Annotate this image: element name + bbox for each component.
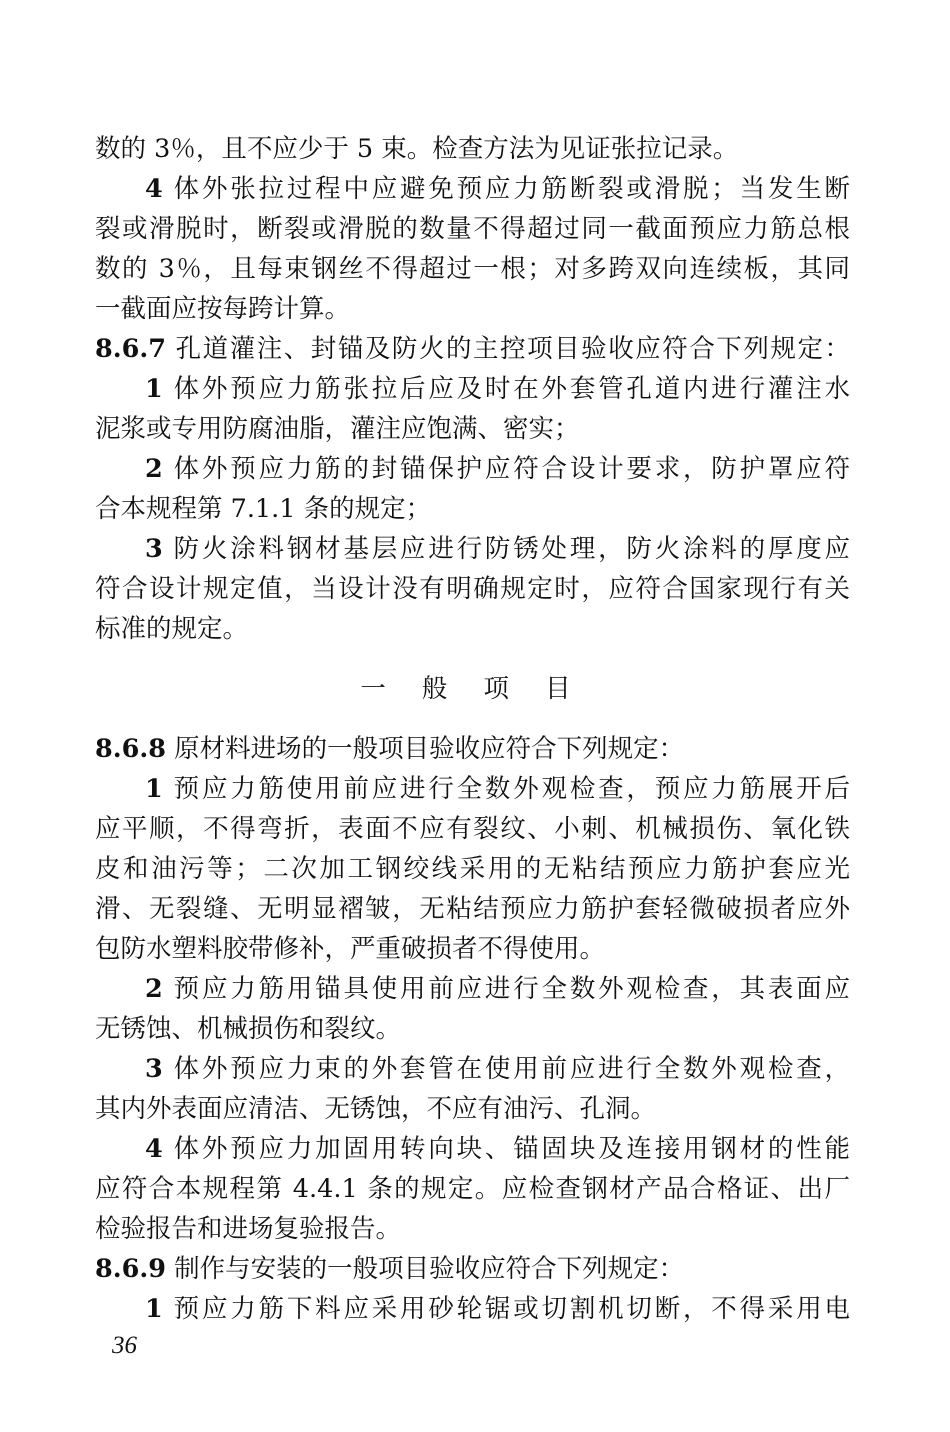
text-line: 包防水塑料胶带修补，严重破损者不得使用。 [95,934,606,964]
clause-number: 8.6.7 [95,334,166,364]
text-line: 数的 3％，且不应少于 5 束。检查方法为见证张拉记录。 [95,134,739,164]
text-line: 应平顺，不得弯折，表面不应有裂纹、小刺、机械损伤、氧化铁 [95,814,850,844]
item-number: 1 [145,774,163,804]
item-number: 4 [145,174,163,204]
item-number: 4 [145,1134,163,1164]
clause-8-6-7: 8.6.7 孔道灌注、封锚及防火的主控项目验收应符合下列规定： [95,334,850,364]
page-number: 36 [112,1332,137,1359]
item-number: 3 [145,1054,163,1084]
text-line: 检验报告和进场复验报告。 [95,1214,402,1244]
text-line: 滑、无裂缝、无明显褶皱，无粘结预应力筋护套轻微破损者应外 [95,894,850,924]
clause-item-2: 2 体外预应力筋的封锚保护应符合设计要求，防护罩应符 [145,454,850,484]
text-line: 应符合本规程第 4.4.1 条的规定。应检查钢材产品合格证、出厂 [95,1174,850,1204]
item-number: 2 [145,974,163,1004]
text-line: 合本规程第 7.1.1 条的规定； [95,494,432,524]
text-line: 其内外表面应清洁、无锈蚀，不应有油污、孔洞。 [95,1094,657,1124]
clause-8-6-9: 8.6.9 制作与安装的一般项目验收应符合下列规定： [95,1254,685,1284]
clause-item-4: 4 体外预应力加固用转向块、锚固块及连接用钢材的性能 [145,1134,850,1164]
clause-item-1: 1 体外预应力筋张拉后应及时在外套管孔道内进行灌注水 [145,374,850,404]
text-line: 裂或滑脱时，断裂或滑脱的数量不得超过同一截面预应力筋总根 [95,214,850,244]
clause-number: 8.6.9 [95,1254,166,1284]
clause-item-1: 1 预应力筋使用前应进行全数外观检查，预应力筋展开后 [145,774,850,804]
text-line: 皮和油污等；二次加工钢绞线采用的无粘结预应力筋护套应光 [95,854,850,884]
item-number: 1 [145,1294,163,1324]
text-line: 符合设计规定值，当设计没有明确规定时，应符合国家现行有关 [95,574,850,604]
section-heading: 一 般 项 目 [360,674,585,704]
clause-item-3: 3 体外预应力束的外套管在使用前应进行全数外观检查， [145,1054,850,1084]
clause-item-1: 1 预应力筋下料应采用砂轮锯或切割机切断，不得采用电 [145,1294,850,1324]
item-number: 3 [145,534,163,564]
item-number: 1 [145,374,163,404]
clause-item-3: 3 防火涂料钢材基层应进行防锈处理，防火涂料的厚度应 [145,534,850,564]
item-number: 2 [145,454,163,484]
text-line: 一截面应按每跨计算。 [95,294,351,324]
clause-item-2: 2 预应力筋用锚具使用前应进行全数外观检查，其表面应 [145,974,850,1004]
clause-number: 8.6.8 [95,734,166,764]
text-line: 标准的规定。 [95,614,249,644]
clause-item-4: 4 体外张拉过程中应避免预应力筋断裂或滑脱；当发生断 [145,174,850,204]
text-line: 泥浆或专用防腐油脂，灌注应饱满、密实； [95,414,580,444]
text-line: 数的 3％，且每束钢丝不得超过一根；对多跨双向连续板，其同 [95,254,850,284]
clause-8-6-8: 8.6.8 原材料进场的一般项目验收应符合下列规定： [95,734,685,764]
text-line: 无锈蚀、机械损伤和裂纹。 [95,1014,402,1044]
